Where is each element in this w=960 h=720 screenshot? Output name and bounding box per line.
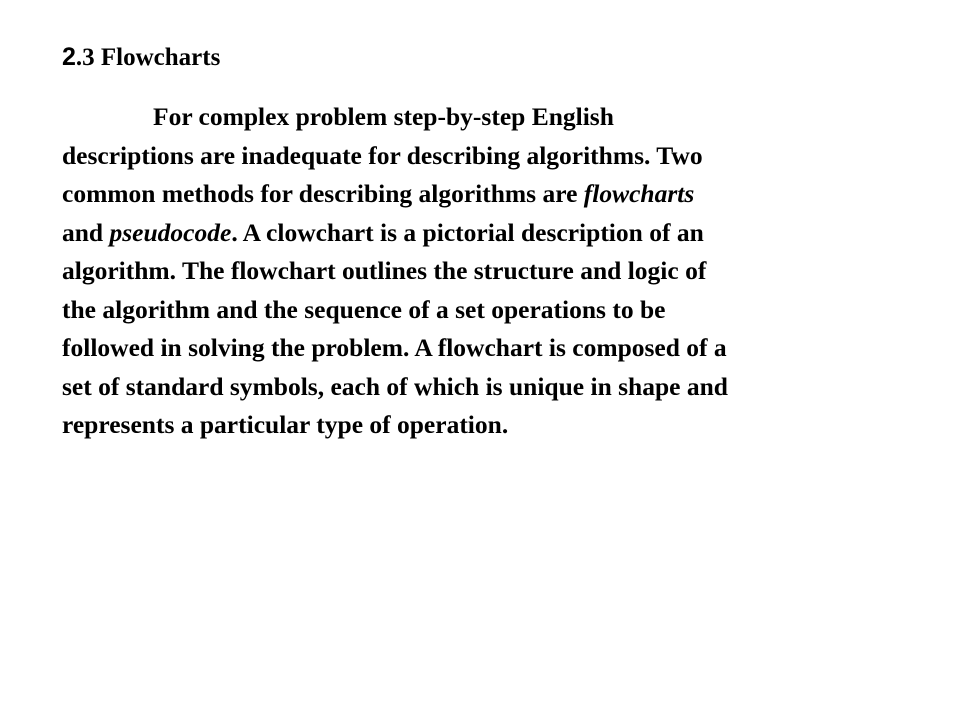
section-number-major: 2 [62,43,76,71]
paragraph-line-4 [62,214,942,253]
paragraph-line-6: the algorithm and the sequence of a set operations to be [62,294,666,324]
line-4-text-start: and [62,217,110,247]
term-pseudocode: pseudocode [109,217,232,247]
line-4-text-end: . A clowchart is a pictorial description of an [231,217,704,247]
paragraph-line-2: descriptions are inadequate for describing algorithms. Two [62,140,703,170]
section-title: Flowcharts [100,44,221,71]
paragraph-line-9: represents a particular type of operation. [62,410,509,439]
paragraph-line-5: algorithm. The flowchart outlines the structure and logic of [62,256,707,285]
paragraph-line-3 [62,175,942,214]
paragraph-line-8: set of standard symbols, each of which is unique in shape and [62,371,728,401]
paragraph-line-7: followed in solving the problem. A flowchart is composed of a [62,333,727,362]
section-heading [62,42,220,73]
paragraph-line-1: For complex problem step-by-step English [153,102,614,131]
line-3-text: common methods for describing algorithms are [62,179,584,208]
section-number-minor: .3 [75,44,95,71]
term-flowcharts: flowcharts [583,179,695,208]
body-paragraph [62,98,942,445]
